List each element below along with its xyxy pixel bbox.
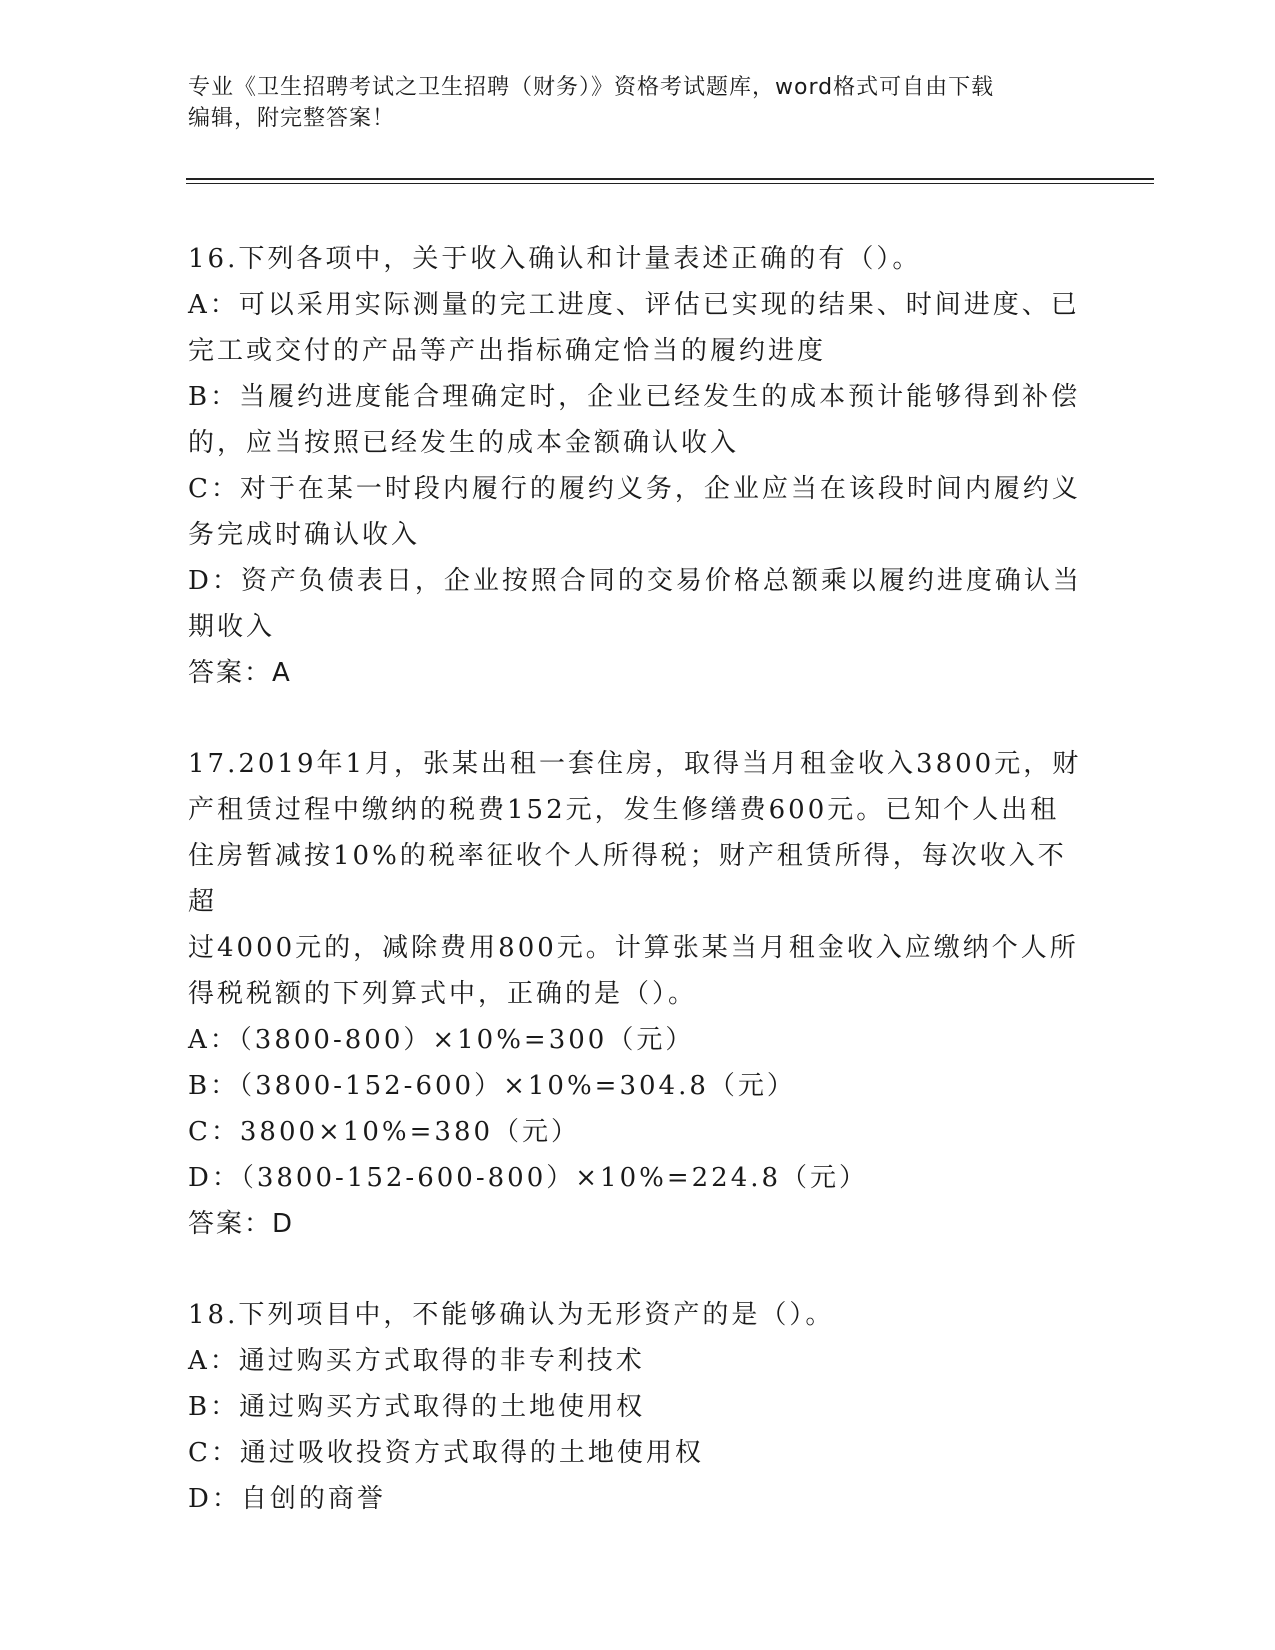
option-d: D：（3800-152-600-800）×10%=224.8（元）: [188, 1163, 869, 1193]
option-a-continued: 完工或交付的产品等产出指标确定恰当的履约进度: [188, 336, 827, 366]
answer-text: 答案：D: [188, 1209, 295, 1239]
option-d: D：资产负债表日，企业按照合同的交易价格总额乘以履约进度确认当: [188, 566, 1082, 596]
header-divider-thick: [186, 178, 1154, 180]
option-b: B：当履约进度能合理确定时，企业已经发生的成本预计能够得到补偿: [188, 382, 1081, 412]
option-a: A：可以采用实际测量的完工进度、评估已实现的结果、时间进度、已: [188, 290, 1080, 320]
answer-text: 答案：A: [188, 658, 292, 688]
option-d: D：自创的商誉: [188, 1484, 386, 1514]
option-b: B：通过购买方式取得的土地使用权: [188, 1392, 646, 1422]
option-b-continued: 的，应当按照已经发生的成本金额确认收入: [188, 428, 740, 458]
question-stem-continued: 得税税额的下列算式中，正确的是（）。: [188, 979, 698, 1009]
question-list: [188, 236, 1088, 1567]
question-stem-continued: 过4000元的，减除费用800元。计算张某当月租金收入应缴纳个人所: [188, 933, 1079, 963]
option-b: B：（3800-152-600）×10%=304.8（元）: [188, 1071, 796, 1101]
header-line-1: 专业《卫生招聘考试之卫生招聘（财务）》资格考试题库，word格式可自由下载: [188, 75, 995, 100]
question-16: [188, 236, 1088, 696]
option-c-continued: 务完成时确认收入: [188, 520, 421, 550]
option-c: C：对于在某一时段内履行的履约义务，企业应当在该段时间内履约义: [188, 474, 1081, 504]
question-stem-continued: 住房暂减按10%的税率征收个人所得税；财产租赁所得，每次收入不超: [188, 841, 1067, 917]
option-a: A：（3800-800）×10%=300（元）: [188, 1025, 695, 1055]
header-divider-thin: [186, 183, 1154, 184]
option-d-continued: 期收入: [188, 612, 276, 642]
option-c: C：通过吸收投资方式取得的土地使用权: [188, 1438, 704, 1468]
option-c: C：3800×10%=380（元）: [188, 1117, 581, 1147]
question-stem-continued: 产租赁过程中缴纳的税费152元，发生修缮费600元。已知个人出租: [188, 795, 1060, 825]
question-18: [188, 1292, 1088, 1522]
header-line-2: 编辑，附完整答案！: [188, 106, 396, 131]
question-stem: 17.2019年1月，张某出租一套住房，取得当月租金收入3800元，财: [188, 749, 1082, 779]
question-17: [188, 741, 1088, 1247]
question-stem: 18.下列项目中，不能够确认为无形资产的是（）。: [188, 1300, 835, 1330]
document-header: [188, 72, 1088, 134]
option-a: A：通过购买方式取得的非专利技术: [188, 1346, 645, 1376]
question-stem: 16.下列各项中，关于收入确认和计量表述正确的有（）。: [188, 244, 922, 274]
